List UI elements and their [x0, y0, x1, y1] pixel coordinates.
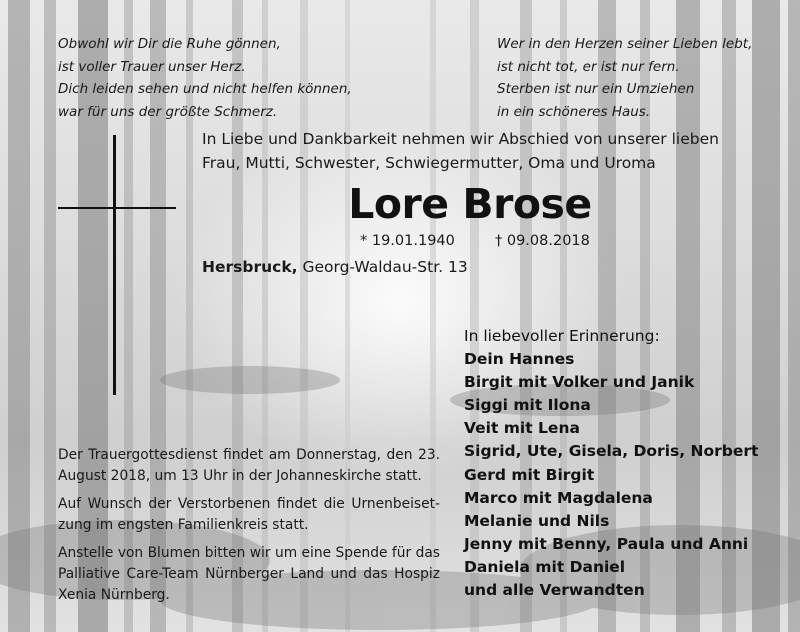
birth-date: * 19.01.1940 — [360, 233, 455, 249]
mourner-entry: Siggi mit Ilona — [464, 396, 591, 415]
poem-line: Wer in den Herzen seiner Lieben lebt, — [497, 36, 753, 52]
intro-line: In Liebe und Dankbarkeit nehmen wir Abschied von unserer lieben — [202, 130, 719, 148]
intro-text — [202, 127, 762, 175]
service-note: Auf Wunsch der Verstorbenen findet die Urnenbeiset-zung im engsten Familienkreis statt. — [58, 496, 440, 533]
mourner-entry: Gerd mit Birgit — [464, 465, 595, 484]
mourner-entry: Melanie und Nils — [464, 511, 610, 530]
poem-line: ist voller Trauer unser Herz. — [58, 58, 246, 75]
mourner-entry: Dein Hannes — [464, 350, 575, 369]
poem-right — [497, 33, 752, 123]
death-date: † 09.08.2018 — [495, 233, 590, 249]
mourners-intro: In liebevoller Erinnerung: — [464, 327, 660, 345]
cross-horizontal-bar — [58, 207, 176, 209]
mourner-entry: Marco mit Magdalena — [464, 488, 653, 507]
cross-icon — [58, 135, 176, 395]
service-notes — [58, 445, 440, 613]
poem-line: Dich leiden sehen und nicht helfen können, — [58, 81, 352, 97]
intro-line: Frau, Mutti, Schwester, Schwiegermutter, Oma und Uroma — [202, 154, 656, 172]
poem-line: in ein schöneres Haus. — [497, 103, 651, 120]
service-note: Anstelle von Blumen bitten wir um eine Spende für das Palliative Care-Team Nürnberger Land und das Hospiz Xenia Nürnberg. — [58, 545, 440, 603]
address-street: Georg-Waldau-Str. 13 — [302, 258, 468, 276]
mourner-entry: Jenny mit Benny, Paula und Anni — [464, 534, 749, 553]
address — [202, 258, 468, 276]
mourner-entry: Sigrid, Ute, Gisela, Doris, Norbert — [464, 442, 759, 461]
deceased-name: Lore Brose — [348, 180, 592, 228]
mourner-entry: Daniela mit Daniel — [464, 557, 626, 576]
mourner-entry: Birgit mit Volker und Janik — [464, 373, 695, 392]
poem-line: Sterben ist nur ein Umziehen — [497, 81, 695, 97]
poem-line: ist nicht tot, er ist nur fern. — [497, 58, 680, 75]
poem-left — [58, 33, 352, 123]
mourner-entry: Veit mit Lena — [464, 419, 580, 438]
mourners-list — [464, 325, 784, 602]
mourner-entry: und alle Verwandten — [464, 581, 645, 600]
poem-line: Obwohl wir Dir die Ruhe gönnen, — [58, 36, 281, 52]
poem-line: war für uns der größte Schmerz. — [58, 103, 278, 120]
cross-vertical-bar — [113, 135, 116, 395]
service-note: Der Trauergottesdienst findet am Donnerstag, den 23. August 2018, um 13 Uhr in der Johanneskirche statt. — [58, 447, 440, 484]
address-city: Hersbruck, — [202, 258, 298, 276]
